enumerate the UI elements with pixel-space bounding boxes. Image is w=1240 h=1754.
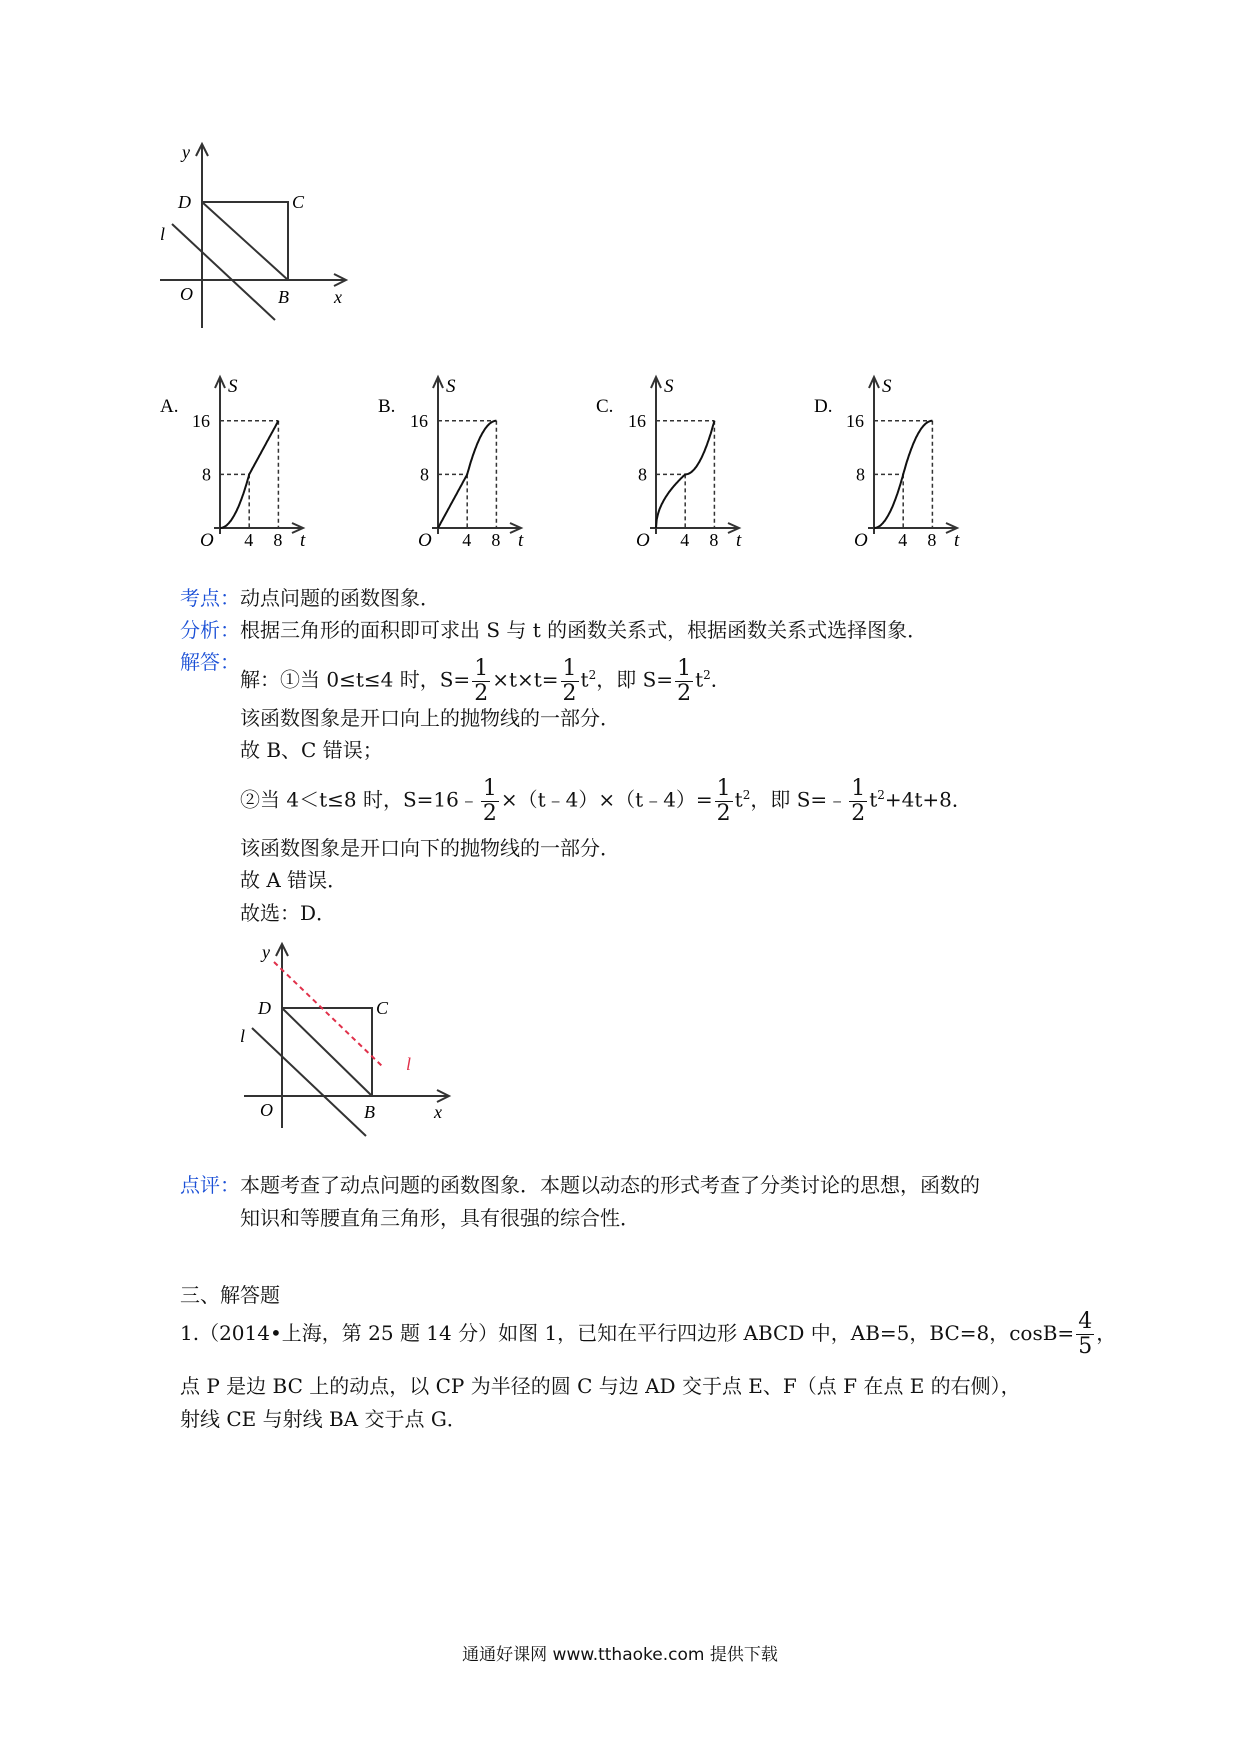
frac-half-3: $\frac{1}{2}$	[677, 655, 692, 706]
fig1-c-label: C	[292, 192, 305, 212]
jieda-line	[180, 649, 240, 675]
step2-sq-2: 2	[877, 788, 885, 802]
step2-part-c: t	[734, 787, 743, 812]
fenxi-line	[180, 617, 927, 643]
tick-8: 8	[856, 464, 865, 485]
fig2-o-label: O	[260, 1100, 273, 1120]
problem1-line3: 射线 CE 与射线 BA 交于点 G．	[180, 1407, 467, 1431]
fig2-l2-label: l	[406, 1054, 412, 1074]
tick-4: 4	[898, 530, 908, 550]
step1-part-f: ．	[710, 667, 731, 692]
fig1-l-label: l	[160, 224, 166, 244]
jieda-step1	[240, 650, 731, 706]
step1-sq-1: 2	[588, 668, 597, 682]
tick-t8: 8	[273, 530, 283, 550]
tick-t8: 8	[491, 530, 501, 550]
step1-sq-2: 2	[703, 668, 711, 682]
step2-part-a: ②当 4＜t≤8 时，S=16﹣	[240, 787, 479, 812]
jieda-tag: 解答：	[180, 650, 240, 674]
s-axis-label: S	[446, 376, 456, 397]
origin-label: O	[636, 530, 650, 551]
step2-sq-1: 2	[742, 788, 751, 802]
t-axis-label: t	[300, 530, 306, 551]
option-letter: D.	[814, 396, 833, 417]
jieda-line3: 故 B、C 错误；	[240, 738, 383, 762]
tick-8: 8	[420, 464, 429, 485]
fig2-b-label: B	[364, 1102, 375, 1122]
jieda-line2: 该函数图象是开口向上的抛物线的一部分．	[240, 706, 620, 730]
s-axis-label: S	[664, 376, 674, 397]
t-axis-label: t	[736, 530, 742, 551]
tick-16: 16	[192, 410, 210, 431]
step2-part-f: +4t+8．	[884, 787, 972, 812]
dianping-tag: 点评：	[180, 1173, 240, 1197]
fig2-d-label: D	[258, 998, 271, 1018]
tick-4: 4	[244, 530, 254, 550]
dashed-line-l	[274, 962, 382, 1066]
step1-part-a: 解：①当 0≤t≤4 时，S=	[240, 667, 471, 692]
step1-part-b: ×t×t=	[492, 667, 559, 692]
fig2-l-label: l	[240, 1026, 246, 1046]
problem1-part-b: ，	[1096, 1321, 1117, 1345]
kaodian-tag: 考点：	[180, 586, 240, 610]
origin-label: O	[200, 530, 214, 551]
dianping-text-1: 本题考查了动点问题的函数图象．本题以动态的形式考查了分类讨论的思想，函数的	[240, 1173, 980, 1197]
step1-part-e: t	[695, 667, 704, 692]
fig1-x-label: x	[334, 287, 342, 307]
frac-four-fifths: $\frac{4}{5}$	[1078, 1309, 1093, 1359]
figure-2	[238, 940, 458, 1140]
s-axis-label: S	[882, 376, 892, 397]
frac-half-4: $\frac{1}{2}$	[482, 775, 497, 826]
fig2-c-label: C	[376, 998, 389, 1018]
jieda-line6: 故 A 错误．	[240, 868, 348, 892]
dianping-line2: 知识和等腰直角三角形，具有很强的综合性．	[240, 1206, 640, 1230]
option-b-graph	[378, 376, 558, 551]
problem1-part-a: 1.（2014•上海，第 25 题 14 分）如图 1，已知在平行四边形 ABCD 中，AB=5，BC=8，cosB=	[180, 1321, 1075, 1345]
frac-half-1: $\frac{1}{2}$	[474, 655, 489, 706]
s-axis-label: S	[228, 376, 238, 397]
frac-half-5: $\frac{1}{2}$	[716, 775, 731, 826]
tick-t8: 8	[709, 530, 719, 550]
tick-4: 4	[462, 530, 472, 550]
tick-8: 8	[202, 464, 211, 485]
tick-16: 16	[628, 410, 646, 431]
jieda-line7: 故选：D．	[240, 901, 337, 925]
frac-half-2: $\frac{1}{2}$	[562, 655, 577, 706]
origin-label: O	[418, 530, 432, 551]
step2-part-d: ，即 S=﹣	[750, 787, 848, 812]
problem1-line1	[180, 1305, 1116, 1361]
fig1-y-label: y	[182, 142, 190, 162]
section-title: 三、解答题	[180, 1283, 280, 1307]
page-footer: 通通好课网 www.tthaoke.com 提供下载	[462, 1645, 778, 1665]
step2-part-e: t	[869, 787, 878, 812]
fig2-y-label: y	[262, 942, 270, 962]
tick-t8: 8	[927, 530, 937, 550]
tick-4: 4	[680, 530, 690, 550]
jieda-line5: 该函数图象是开口向下的抛物线的一部分．	[240, 836, 620, 860]
tick-16: 16	[410, 410, 428, 431]
frac-half-6: $\frac{1}{2}$	[851, 775, 866, 826]
step1-part-d: ，即 S=	[596, 667, 674, 692]
fenxi-text: 根据三角形的面积即可求出 S 与 t 的函数关系式，根据函数关系式选择图象．	[240, 618, 928, 642]
step1-part-c: t	[580, 667, 589, 692]
tick-8: 8	[638, 464, 647, 485]
kaodian-text: 动点问题的函数图象．	[240, 586, 440, 610]
jieda-step2	[240, 770, 972, 826]
problem1-line2: 点 P 是边 BC 上的动点，以 CP 为半径的圆 C 与边 AD 交于点 E、F（点 F 在点 E 的右侧），	[180, 1374, 1021, 1398]
origin-label: O	[854, 530, 868, 551]
fig1-d-label: D	[178, 192, 191, 212]
fenxi-tag: 分析：	[180, 618, 240, 642]
dianping-line1	[180, 1172, 980, 1198]
option-a-graph	[160, 376, 340, 551]
fig2-x-label: x	[434, 1102, 442, 1122]
option-letter: A.	[160, 396, 179, 417]
t-axis-label: t	[518, 530, 524, 551]
option-letter: B.	[378, 396, 396, 417]
option-d-graph	[814, 376, 994, 551]
fig1-b-label: B	[278, 287, 289, 307]
t-axis-label: t	[954, 530, 960, 551]
option-letter: C.	[596, 396, 614, 417]
step2-part-b: ×（t﹣4）×（t﹣4）=	[500, 787, 713, 812]
figure-1	[160, 140, 380, 340]
fig1-o-label: O	[180, 284, 193, 304]
option-c-graph	[596, 376, 776, 551]
kaodian-line	[180, 585, 440, 611]
tick-16: 16	[846, 410, 864, 431]
